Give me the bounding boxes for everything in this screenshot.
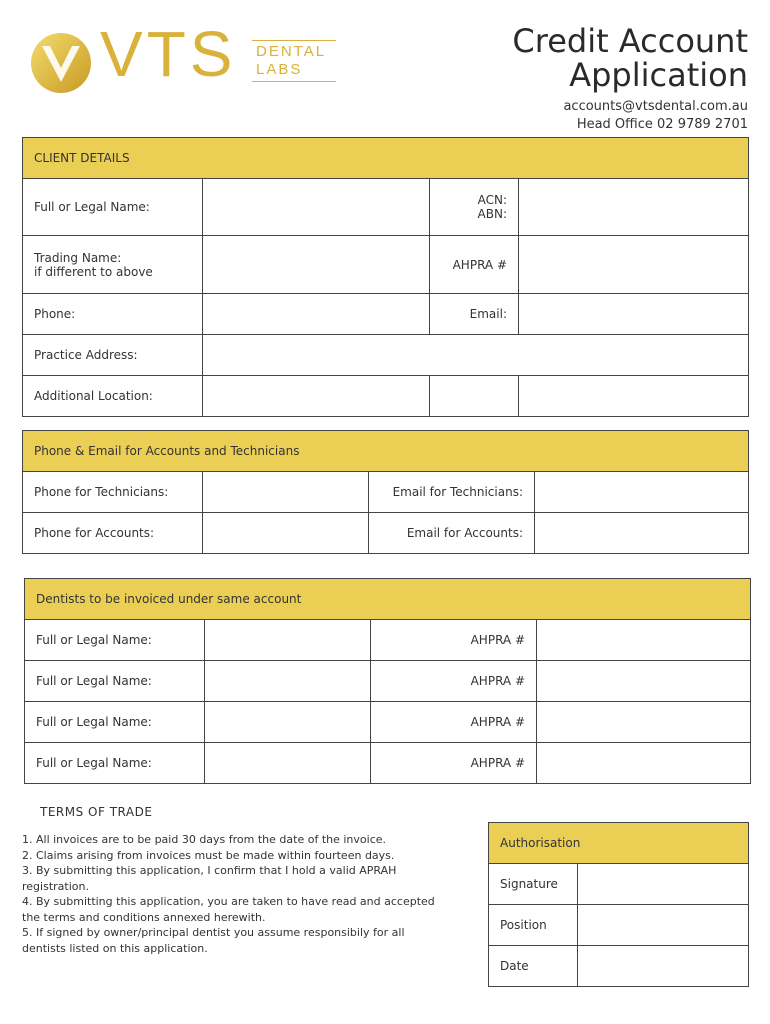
logo-subtitle xyxy=(252,40,336,82)
dentist-name-label: Full or Legal Name: xyxy=(25,620,205,661)
phone-accounts-field[interactable] xyxy=(203,513,369,554)
logo-sub-labs: LABS xyxy=(256,61,303,78)
email-technicians-label: Email for Technicians: xyxy=(369,472,535,513)
authorisation-heading: Authorisation xyxy=(489,823,749,864)
dentist-ahpra-field[interactable] xyxy=(537,743,751,784)
additional-location-field-1[interactable] xyxy=(203,376,430,417)
practice-address-label: Practice Address: xyxy=(23,335,203,376)
terms-item: 4. By submitting this application, you are taken to have read and accepted the terms and conditions annexed herewith. xyxy=(22,895,435,924)
phone-accounts-label: Phone for Accounts: xyxy=(23,513,203,554)
practice-address-field[interactable] xyxy=(203,335,749,376)
dentist-ahpra-field[interactable] xyxy=(537,702,751,743)
dentist-ahpra-field[interactable] xyxy=(537,661,751,702)
dentist-ahpra-field[interactable] xyxy=(537,620,751,661)
trading-name-field[interactable] xyxy=(203,236,430,294)
email-technicians-field[interactable] xyxy=(535,472,749,513)
dentists-heading: Dentists to be invoiced under same account xyxy=(25,579,751,620)
terms-item: 2. Claims arising from invoices must be made within fourteen days. xyxy=(22,848,395,862)
contact-phone: Head Office 02 9789 2701 xyxy=(576,117,748,132)
logo-emblem-icon xyxy=(30,32,92,94)
client-details-heading: CLIENT DETAILS xyxy=(23,138,749,179)
trading-name-label xyxy=(23,236,203,294)
trading-name-note: if different to above xyxy=(34,264,153,279)
acn-label: ACN: xyxy=(477,193,507,207)
title-line-2: Application xyxy=(569,56,748,94)
terms-item: 5. If signed by owner/principal dentist you assume responsibily for all dentists listed on this application. xyxy=(22,926,405,955)
email-accounts-label: Email for Accounts: xyxy=(369,513,535,554)
dentist-row xyxy=(25,620,751,661)
legal-name-label: Full or Legal Name: xyxy=(23,179,203,236)
ahpra-label: AHPRA # xyxy=(430,236,519,294)
dentist-name-label: Full or Legal Name: xyxy=(25,661,205,702)
terms-item: 3. By submitting this application, I confirm that I hold a valid APRAH registration. xyxy=(22,864,397,893)
phone-technicians-label: Phone for Technicians: xyxy=(23,472,203,513)
email-accounts-field[interactable] xyxy=(535,513,749,554)
terms-item: 1. All invoices are to be paid 30 days from the date of the invoice. xyxy=(22,833,387,846)
email-field[interactable] xyxy=(519,294,749,335)
terms-title: TERMS OF TRADE xyxy=(40,805,153,819)
dentist-ahpra-label: AHPRA # xyxy=(371,661,537,702)
additional-location-label: Additional Location: xyxy=(23,376,203,417)
additional-location-field-3[interactable] xyxy=(519,376,749,417)
dentist-ahpra-label: AHPRA # xyxy=(371,620,537,661)
dentist-row xyxy=(25,661,751,702)
contacts-table xyxy=(22,430,749,554)
trading-name-text: Trading Name: xyxy=(34,250,122,265)
abn-label: ABN: xyxy=(477,207,507,221)
dentist-ahpra-label: AHPRA # xyxy=(371,702,537,743)
terms-list xyxy=(22,832,447,956)
position-field[interactable] xyxy=(578,905,749,946)
page-title xyxy=(512,24,748,92)
client-details-table xyxy=(22,137,749,417)
dentist-name-field[interactable] xyxy=(205,661,371,702)
phone-technicians-field[interactable] xyxy=(203,472,369,513)
acn-abn-field[interactable] xyxy=(519,179,749,236)
signature-field[interactable] xyxy=(578,864,749,905)
dentist-ahpra-label: AHPRA # xyxy=(371,743,537,784)
dentist-row xyxy=(25,702,751,743)
logo-wordmark: VTS xyxy=(100,18,237,90)
dentist-name-label: Full or Legal Name: xyxy=(25,743,205,784)
date-field[interactable] xyxy=(578,946,749,987)
dentist-name-field[interactable] xyxy=(205,702,371,743)
contact-email: accounts@vtsdental.com.au xyxy=(563,99,748,114)
phone-label: Phone: xyxy=(23,294,203,335)
position-label: Position xyxy=(489,905,578,946)
email-label: Email: xyxy=(430,294,519,335)
authorisation-table xyxy=(488,822,749,987)
dentist-name-field[interactable] xyxy=(205,743,371,784)
additional-location-field-2[interactable] xyxy=(430,376,519,417)
date-label: Date xyxy=(489,946,578,987)
dentist-name-label: Full or Legal Name: xyxy=(25,702,205,743)
signature-label: Signature xyxy=(489,864,578,905)
phone-field[interactable] xyxy=(203,294,430,335)
acn-abn-label xyxy=(430,179,519,236)
legal-name-field[interactable] xyxy=(203,179,430,236)
contacts-heading: Phone & Email for Accounts and Technicians xyxy=(23,431,749,472)
title-line-1: Credit Account xyxy=(512,22,748,60)
dentist-name-field[interactable] xyxy=(205,620,371,661)
dentist-row xyxy=(25,743,751,784)
ahpra-field[interactable] xyxy=(519,236,749,294)
logo-sub-dental: DENTAL xyxy=(256,43,327,60)
dentists-table xyxy=(24,578,751,784)
